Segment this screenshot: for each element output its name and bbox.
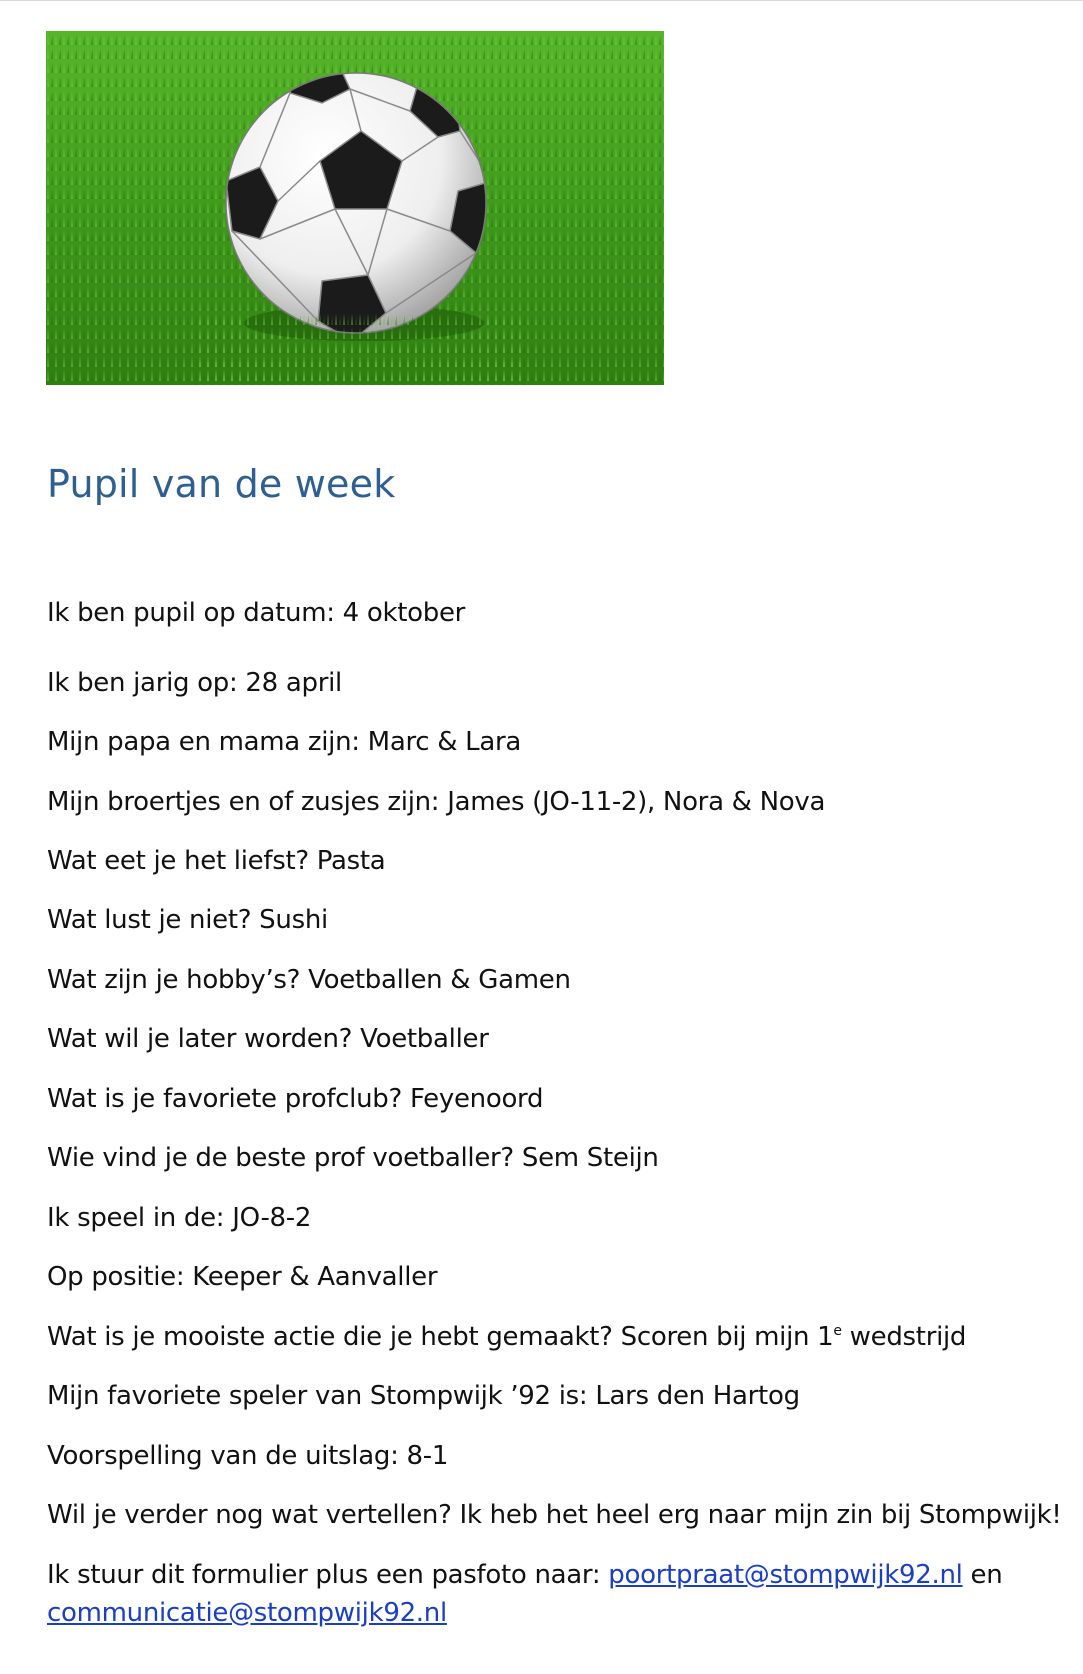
text-line-prediction: Voorspelling van de uitslag: 8-1 <box>47 1441 449 1471</box>
text-line-siblings: Mijn broertjes en of zusjes zijn: James (JO-11-2), Nora & Nova <box>47 787 826 817</box>
text-line-favorite-club: Wat is je favoriete profclub? Feyenoord <box>47 1084 544 1114</box>
text-line-hobbies: Wat zijn je hobby’s? Voetballen & Gamen <box>47 965 571 995</box>
text-line-pupil-date: Ik ben pupil op datum: 4 oktober <box>47 598 466 628</box>
ordinal-superscript: e <box>833 1323 842 1339</box>
send-form-text: Ik stuur dit formulier plus een pasfoto naar: <box>47 1560 609 1590</box>
text-line-parents: Mijn papa en mama zijn: Marc & Lara <box>47 727 522 757</box>
send-form-conjunction: en <box>962 1560 1003 1590</box>
text-line-send-form <box>47 1560 1002 1590</box>
text-line-best-action <box>47 1322 966 1352</box>
text-line-birthday: Ik ben jarig op: 28 april <box>47 668 342 698</box>
soccer-ball-image <box>46 31 664 385</box>
best-action-text: Wat is je mooiste actie die je hebt gemaakt? Scoren bij mijn 1 <box>47 1322 834 1352</box>
text-line-favorite-food: Wat eet je het liefst? Pasta <box>47 846 386 876</box>
page-title: Pupil van de week <box>47 462 396 506</box>
email-link-poortpraat[interactable]: poortpraat@stompwijk92.nl <box>608 1560 963 1590</box>
text-line-send-form-continued <box>47 1598 447 1628</box>
text-line-disliked-food: Wat lust je niet? Sushi <box>47 905 328 935</box>
text-line-favorite-club-player: Mijn favoriete speler van Stompwijk ’92 is: Lars den Hartog <box>47 1381 800 1411</box>
best-action-suffix: wedstrijd <box>841 1322 967 1352</box>
text-line-extra-comments: Wil je verder nog wat vertellen? Ik heb het heel erg naar mijn zin bij Stompwijk! <box>47 1500 1062 1530</box>
page-top-border <box>0 0 1083 1</box>
text-line-team: Ik speel in de: JO-8-2 <box>47 1203 312 1233</box>
text-line-best-pro-player: Wie vind je de beste prof voetballer? Sem Steijn <box>47 1143 659 1173</box>
text-line-position: Op positie: Keeper & Aanvaller <box>47 1262 438 1292</box>
email-link-communicatie[interactable]: communicatie@stompwijk92.nl <box>47 1598 447 1628</box>
text-line-future-job: Wat wil je later worden? Voetballer <box>47 1024 489 1054</box>
